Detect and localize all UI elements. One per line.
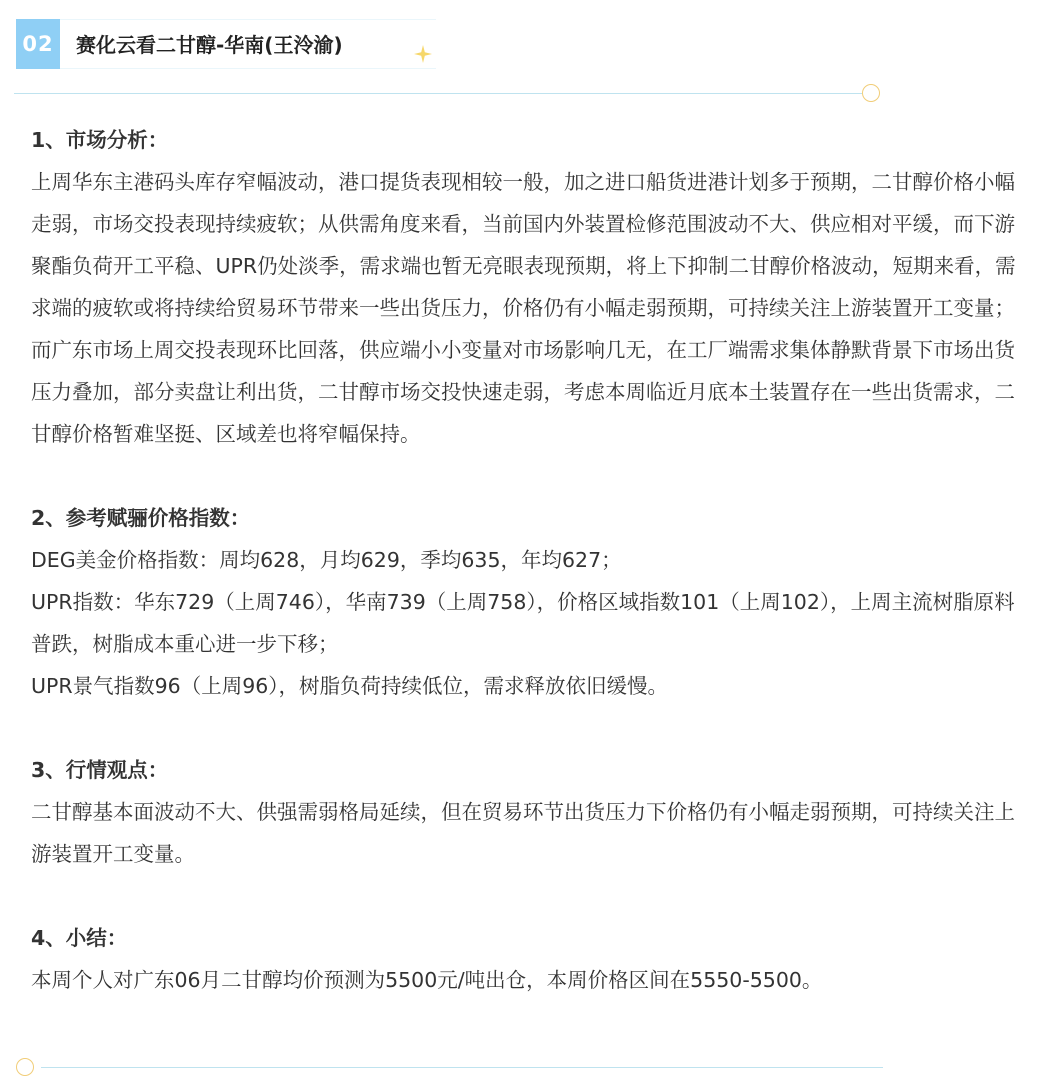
section-paragraph: 二甘醇基本面波动不大、供强需弱格局延续，但在贸易环节出货压力下价格仍有小幅走弱预期，可持续关注上游装置开工变量。 <box>31 800 1015 866</box>
section-number-badge: 02 <box>16 19 60 69</box>
section-paragraph: 本周个人对广东06月二甘醇均价预测为5500元/吨出仓，本周价格区间在5550-5500。 <box>31 968 823 992</box>
page-title: 赛化云看二甘醇-华南(王泠渝) <box>76 33 343 57</box>
section-market-analysis <box>31 119 1021 455</box>
section-title: 4、小结： <box>31 926 128 950</box>
sparkle-icon <box>414 45 432 63</box>
section-market-view <box>31 749 1021 875</box>
title-box <box>60 19 436 69</box>
section-paragraph: UPR景气指数96（上周96），树脂负荷持续低位，需求释放依旧缓慢。 <box>31 674 669 698</box>
section-paragraph: DEG美金价格指数：周均628，月均629，季均635，年均627； <box>31 548 622 572</box>
top-divider <box>14 93 862 94</box>
section-summary <box>31 917 1021 1001</box>
article-body <box>31 119 1021 1001</box>
top-divider-circle-icon <box>862 84 880 102</box>
section-paragraph: UPR指数：华东729（上周746），华南739（上周758），价格区域指数101（上周102），上周主流树脂原料普跌，树脂成本重心进一步下移； <box>31 590 1015 656</box>
section-title: 1、市场分析： <box>31 128 169 152</box>
section-paragraph: 上周华东主港码头库存窄幅波动，港口提货表现相较一般，加之进口船货进港计划多于预期，二甘醇价格小幅走弱，市场交投表现持续疲软；从供需角度来看，当前国内外装置检修范围波动不大、供应相对平缓，而下游聚酯负荷开工平稳、UPR仍处淡季，需求端也暂无亮眼表现预期，将上下抑制二甘醇价格波动，短期来看，需求端的疲软或将持续给贸易环节带来一些出货压力，价格仍有小幅走弱预期，可持续关注上游装置开工变量；而广东市场上周交投表现环比回落，供应端小小变量对市场影响几无，在工厂端需求集体静默背景下市场出货压力叠加，部分卖盘让利出货，二甘醇市场交投快速走弱，考虑本周临近月底本土装置存在一些出货需求，二甘醇价格暂难坚挺、区域差也将窄幅保持。 <box>31 170 1016 446</box>
section-title: 2、参考赋骊价格指数： <box>31 506 251 530</box>
section-title: 3、行情观点： <box>31 758 169 782</box>
bottom-divider-circle-icon <box>16 1058 34 1076</box>
section-header <box>16 19 436 69</box>
section-price-index <box>31 497 1021 707</box>
bottom-divider <box>41 1067 883 1068</box>
